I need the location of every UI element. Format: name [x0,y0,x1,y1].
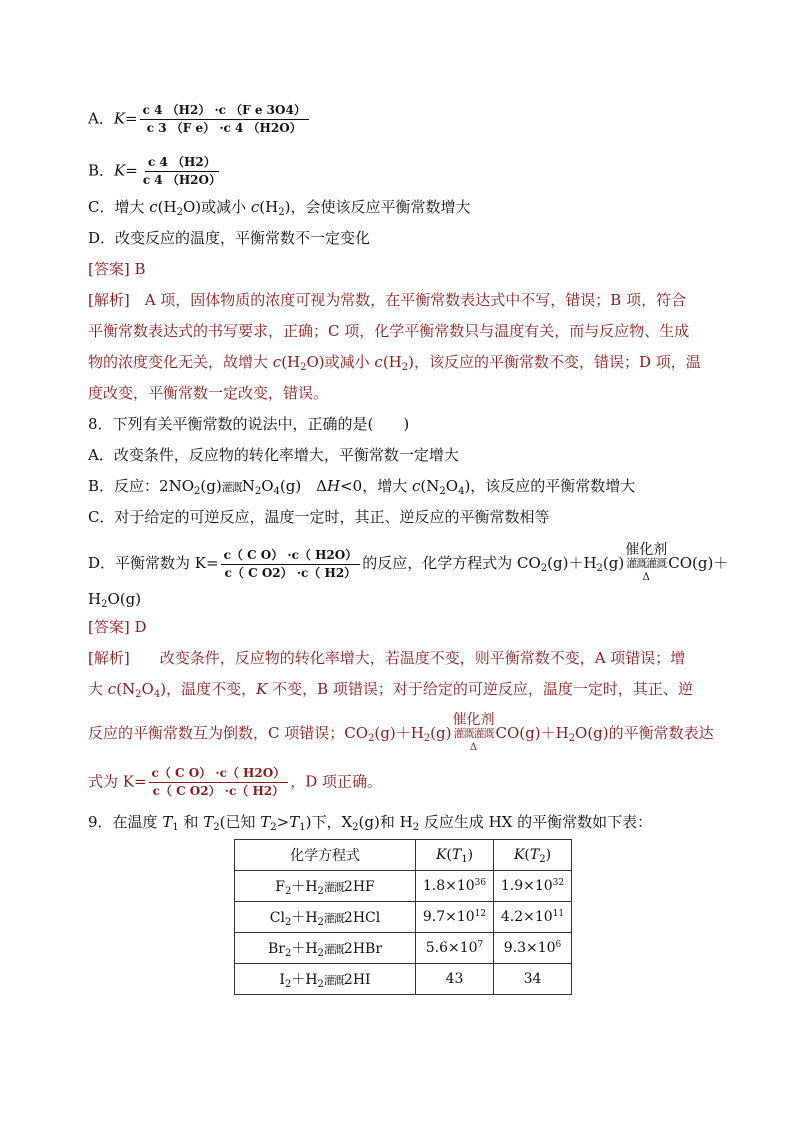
table-cell-equation: $F_2+H_2$灌溉2HF [235,871,416,902]
q7-option-b: B．K= $\frac{c 4 (H2)}{c 4 (H2O)}$ [88,155,226,188]
q7-option-a: A．K= $\frac{\text{c 4 （H2） ·c （F e 3O4）}}{\text{c 3 （F e） ·c 4 （H2O）}}$ [88,103,311,136]
table-row [235,933,572,964]
table-header: $K(T_2)$ [494,840,572,871]
equilibrium-symbol: 灌溉 [323,912,344,925]
table-cell-k2: $4.2\times 10^{11}$ [494,902,572,933]
equilibrium-symbol: 灌溉 [323,881,344,894]
table-row [235,871,572,902]
q8-option-d-fraction: $\frac{\text{c（ C O） ·c（ H2O）}}{\text{c（ C O2） ·c（ H2）}}$ [221,548,361,581]
q7-analysis-line: 度改变，平衡常数一定改变，错误。 [88,384,329,402]
q7-option-d: D．改变反应的温度，平衡常数不一定变化 [88,229,371,247]
equilibrium-constant-table [234,839,572,995]
equilibrium-symbol: 灌溉 [323,974,344,987]
q8-analysis-line: [解析] 改变条件，反应物的转化率增大，若温度不变，则平衡常数不变，A 项错误；增 [88,649,686,667]
q7-analysis-line: 平衡常数表达式的书写要求，正确；C 项，化学平衡常数只与温度有关，而与反应物、生成 [88,322,690,340]
q7-option-b-fraction: $\frac{c 4 (H2)}{c 4 (H2O)}$ [142,155,221,187]
q8-option-a: A．改变条件，反应物的转化率增大，平衡常数一定增大 [88,446,459,464]
table-cell-k1: $1.8\times 10^{36}$ [416,871,494,902]
q8-analysis-line: 大 $c(N_2O_4)$，温度不变，K 不变，B 项错误；对于给定的可逆反应，温度一定时，其正、逆 [88,680,693,700]
table-cell-k2: $9.3\times 10^6$ [494,933,572,964]
table-cell-k1: $5.6\times 10^7$ [416,933,494,964]
table-header: 化学方程式 [235,840,416,871]
table-cell-k1: $9.7\times 10^{12}$ [416,902,494,933]
q8-option-c: C．对于给定的可逆反应，温度一定时，其正、逆反应的平衡常数相等 [88,508,550,526]
q8-stem: 8．下列有关平衡常数的说法中，正确的是( ) [88,415,410,433]
q7-option-a-fraction: $\frac{\text{c 4 （H2） ·c （F e 3O4）}}{\text{c 3 （F e） ·c 4 （H2O）}}$ [140,103,309,136]
table-header: $K(T_1)$ [416,840,494,871]
equilibrium-symbol: 灌溉 [221,481,242,494]
table-cell-k2: 34 [494,964,572,995]
table-cell-k1: 43 [416,964,494,995]
q8-option-b: B．反应：$2NO_2(g)$灌溉$N_2O_4(g)$ ΔH<0，增大 $c(N_2O_4)$，该反应的平衡常数增大 [88,477,636,497]
equilibrium-symbol: 灌溉 [323,943,344,956]
table-cell-k2: $1.9\times 10^{32}$ [494,871,572,902]
q8-analysis-line: 反应的平衡常数互为倒数，C 项错误；$CO_2(g)+H_2(g)$ 催化剂 灌溉灌溉 Δ $CO(g)+H_2O(g)$的平衡常数表达 [88,712,714,753]
q7-analysis-line: 物的浓度变化无关，故增大 $c(H_2O)$或减小 $c(H_2)$，该反应的平衡常数不变，错误；D 项，温 [88,353,701,373]
q7-answer: [答案] B [88,260,146,278]
catalyst-arrow: 催化剂 灌溉灌溉 Δ [625,542,668,583]
q8-analysis-line: 式为 K= $\frac{\text{c（ C O） ·c（ H2O）}}{\text{c（ C O2） ·c（ H2）}}$ ，D 项正确。 [88,766,382,798]
catalyst-arrow: 催化剂 灌溉灌溉 Δ [452,712,495,753]
table-header-row [235,840,572,871]
q7-option-c: C．增大 $c(H_2O)$或减小 $c(H_2)$，会使该反应平衡常数增大 [88,198,471,218]
q9-stem: 9．在温度 $T_1$ 和 $T_2$(已知 $T_2>T_1$)下，$X_2(g)$和 $H_2$ 反应生成 HX 的平衡常数如下表： [88,813,653,833]
q8-answer: [答案] D [88,618,147,636]
q7-analysis-line: [解析] A 项，固体物质的浓度可视为常数，在平衡常数表达式中不写，错误；B 项，符合 [88,291,687,309]
q8-option-d: D．平衡常数为 K= $\frac{\text{c（ C O） ·c（ H2O）}}{\text{c（ C O2） ·c（ H2）}}$ 的反应，化学方程式为 $CO_2(g)+H_2(g)$ 催化剂 灌溉灌溉 Δ CO(g)＋ [88,542,729,583]
table-cell-equation: $Cl_2+H_2$灌溉2HCl [235,902,416,933]
table-row [235,964,572,995]
table-cell-equation: $I_2+H_2$灌溉2HI [235,964,416,995]
table-cell-equation: $Br_2+H_2$灌溉2HBr [235,933,416,964]
q8-analysis-fraction: $\frac{\text{c（ C O） ·c（ H2O）}}{\text{c（ C O2） ·c（ H2）}}$ [149,766,289,799]
table-row [235,902,572,933]
q8-option-d-cont: $H_2O(g)$ [88,590,142,610]
